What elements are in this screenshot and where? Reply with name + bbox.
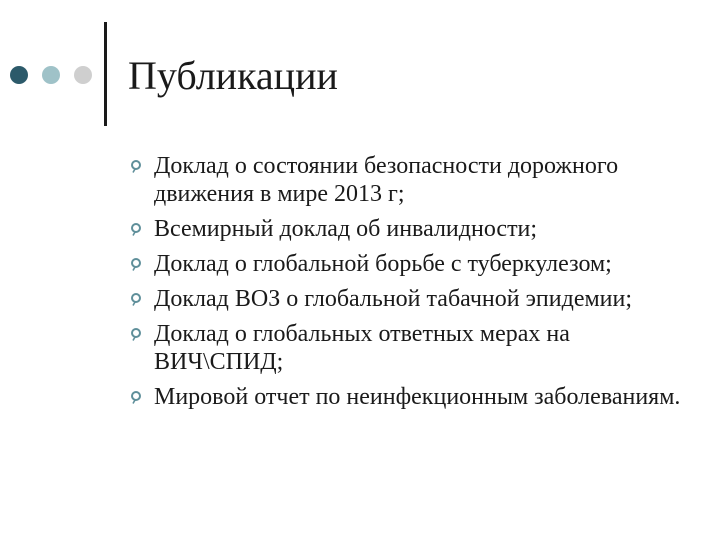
list-item-text: Доклад о состоянии безопасности дорожного движения в мире 2013 г; xyxy=(154,153,619,207)
dot-dark-icon xyxy=(10,66,28,84)
list-item-text: Доклад о глобальной борьбе с туберкулезом; xyxy=(154,251,612,277)
circle-bullet-icon xyxy=(130,222,142,236)
list-item-text: Мировой отчет по неинфекционным заболеваниям. xyxy=(154,384,681,410)
slide-title: Публикации xyxy=(128,53,338,98)
list-item xyxy=(130,250,690,278)
list-item xyxy=(130,285,690,313)
publications-list xyxy=(130,152,690,418)
list-item-text: Доклад о глобальных ответных мерах на ВИЧ\СПИД; xyxy=(154,321,570,375)
list-item-text: Всемирный доклад об инвалидности; xyxy=(154,216,538,242)
decorative-dots xyxy=(10,66,94,84)
circle-bullet-icon xyxy=(130,327,142,341)
list-item xyxy=(130,152,690,208)
dot-grey-icon xyxy=(74,66,92,84)
circle-bullet-icon xyxy=(130,257,142,271)
dot-light-blue-icon xyxy=(42,66,60,84)
list-item xyxy=(130,215,690,243)
list-item-text: Доклад ВОЗ о глобальной табачной эпидемии; xyxy=(154,286,633,312)
list-item xyxy=(130,320,690,376)
circle-bullet-icon xyxy=(130,292,142,306)
list-item xyxy=(130,383,690,411)
circle-bullet-icon xyxy=(130,390,142,404)
circle-bullet-icon xyxy=(130,159,142,173)
title-divider xyxy=(104,22,107,126)
